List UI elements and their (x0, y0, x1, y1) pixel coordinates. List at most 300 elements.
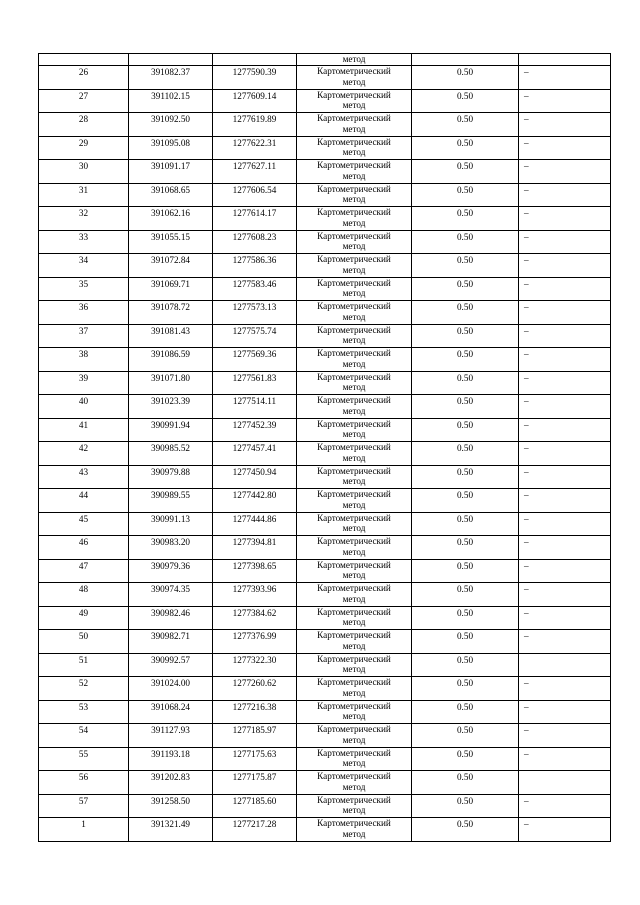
cell-description: – (519, 89, 611, 113)
cell-method (297, 113, 412, 137)
cell-method (297, 512, 412, 536)
cell-description: – (519, 724, 611, 748)
cell-accuracy: 0.50 (412, 465, 519, 489)
table-row (39, 230, 611, 254)
cell-accuracy: 0.50 (412, 277, 519, 301)
cell-method (297, 418, 412, 442)
cell-x: 391023.39 (129, 395, 213, 419)
method-line-1: Картометрический (317, 489, 391, 499)
method-line-2: метод (342, 311, 366, 322)
cell-accuracy: 0.50 (412, 536, 519, 560)
cell-y: 1277573.13 (213, 301, 297, 325)
method-line-2: метод (342, 523, 366, 534)
cell-number: 57 (39, 794, 129, 818)
cell-method (297, 442, 412, 466)
method-line-1: Картометрический (317, 371, 391, 382)
cell-accuracy: 0.50 (412, 442, 519, 466)
cell-description: – (519, 489, 611, 513)
table-row (39, 254, 611, 278)
cell-x: 391078.72 (129, 301, 213, 325)
cell-method (297, 371, 412, 395)
table-row (39, 771, 611, 795)
cell-accuracy: 0.50 (412, 583, 519, 607)
cell-description: – (519, 207, 611, 231)
table-row (39, 536, 611, 560)
method-line-1: Картометрический (317, 512, 391, 523)
cell-method (297, 583, 412, 607)
cell-y: 1277444.86 (213, 512, 297, 536)
cell-method (297, 301, 412, 325)
table-row (39, 465, 611, 489)
cell-number: 53 (39, 700, 129, 724)
method-line-2: метод (342, 687, 366, 698)
cell-description (519, 54, 611, 66)
cell-x: 391202.83 (129, 771, 213, 795)
method-line-1: Картометрический (317, 700, 391, 711)
cell-x: 390991.94 (129, 418, 213, 442)
cell-x: 391086.59 (129, 348, 213, 372)
cell-x: 391069.71 (129, 277, 213, 301)
table-row (39, 512, 611, 536)
cell-x: 390992.57 (129, 653, 213, 677)
method-line-1: Картометрический (317, 653, 391, 664)
cell-accuracy: 0.50 (412, 113, 519, 137)
cell-number: 27 (39, 89, 129, 113)
cell-y: 1277185.60 (213, 794, 297, 818)
cell-accuracy: 0.50 (412, 207, 519, 231)
cell-method (297, 207, 412, 231)
cell-y: 1277561.83 (213, 371, 297, 395)
table-row (39, 136, 611, 160)
cell-description: – (519, 113, 611, 137)
cell-y: 1277609.14 (213, 89, 297, 113)
method-line-2: метод (342, 711, 366, 722)
cell-accuracy: 0.50 (412, 818, 519, 842)
cell-description: – (519, 630, 611, 654)
cell-number: 31 (39, 183, 129, 207)
cell-accuracy: 0.50 (412, 794, 519, 818)
cell-x: 390989.55 (129, 489, 213, 513)
method-line-1: Картометрический (317, 418, 391, 429)
method-line-1: Картометрический (317, 771, 391, 781)
cell-method (297, 160, 412, 184)
table-row (39, 630, 611, 654)
table-row (39, 113, 611, 137)
cell-description: – (519, 677, 611, 701)
cell-method (297, 230, 412, 254)
cell-description (519, 771, 611, 795)
method-line-2: метод (342, 170, 366, 181)
table-row (39, 395, 611, 419)
cell-x: 391091.17 (129, 160, 213, 184)
cell-method (297, 536, 412, 560)
cell-accuracy: 0.50 (412, 254, 519, 278)
method-line-1: Картометрический (317, 113, 391, 123)
method-line-1: Картометрический (317, 677, 391, 687)
cell-x: 391072.84 (129, 254, 213, 278)
table-row (39, 700, 611, 724)
method-line-2: метод (342, 546, 366, 557)
cell-accuracy: 0.50 (412, 559, 519, 583)
cell-accuracy: 0.50 (412, 183, 519, 207)
table-row (39, 183, 611, 207)
method-line-2: метод (342, 194, 366, 205)
method-line-2: метод (342, 123, 366, 134)
cell-x: 390983.20 (129, 536, 213, 560)
cell-method (297, 630, 412, 654)
cell-y: 1277590.39 (213, 66, 297, 90)
cell-accuracy: 0.50 (412, 606, 519, 630)
cell-method (297, 559, 412, 583)
cell-method (297, 136, 412, 160)
method-line-2: метод (342, 217, 366, 228)
cell-x: 390982.71 (129, 630, 213, 654)
cell-y: 1277450.94 (213, 465, 297, 489)
cell-x: 390991.13 (129, 512, 213, 536)
method-line-1: Картометрический (317, 230, 391, 241)
method-line-2: метод (342, 499, 366, 510)
cell-y: 1277260.62 (213, 677, 297, 701)
table-row (39, 747, 611, 771)
cell-method (297, 183, 412, 207)
cell-accuracy: 0.50 (412, 677, 519, 701)
method-line-2: метод (342, 358, 366, 369)
cell-x: 391081.43 (129, 324, 213, 348)
cell-y: 1277376.99 (213, 630, 297, 654)
cell-description: – (519, 747, 611, 771)
method-line-2: метод (342, 382, 366, 393)
cell-accuracy: 0.50 (412, 771, 519, 795)
cell-number: 43 (39, 465, 129, 489)
cell-description: – (519, 583, 611, 607)
cell-y: 1277394.81 (213, 536, 297, 560)
method-line-1: Картометрический (317, 465, 391, 476)
table-row (39, 724, 611, 748)
cell-x: 391068.65 (129, 183, 213, 207)
method-line-1: Картометрический (317, 207, 391, 217)
cell-description: – (519, 465, 611, 489)
cell-method (297, 324, 412, 348)
cell-number: 44 (39, 489, 129, 513)
cell-number (39, 54, 129, 66)
cell-x: 390985.52 (129, 442, 213, 466)
cell-method (297, 771, 412, 795)
cell-number: 33 (39, 230, 129, 254)
cell-method (297, 277, 412, 301)
cell-description: – (519, 324, 611, 348)
cell-number: 35 (39, 277, 129, 301)
cell-method (297, 489, 412, 513)
method-line-1: Картометрический (317, 136, 391, 147)
cell-method (297, 66, 412, 90)
cell-accuracy: 0.50 (412, 136, 519, 160)
method-line-1: Картометрический (317, 794, 391, 805)
method-line-1: Картометрический (317, 66, 391, 76)
cell-accuracy: 0.50 (412, 630, 519, 654)
cell-y: 1277322.30 (213, 653, 297, 677)
cell-accuracy: 0.50 (412, 700, 519, 724)
cell-x: 391092.50 (129, 113, 213, 137)
cell-description: – (519, 818, 611, 842)
cell-number: 51 (39, 653, 129, 677)
cell-x: 391062.16 (129, 207, 213, 231)
cell-y: 1277586.36 (213, 254, 297, 278)
method-line-2: метод (342, 640, 366, 651)
cell-description: – (519, 66, 611, 90)
cell-x: 390979.88 (129, 465, 213, 489)
cell-y: 1277393.96 (213, 583, 297, 607)
cell-y: 1277216.38 (213, 700, 297, 724)
cell-method (297, 395, 412, 419)
cell-method: метод (297, 54, 412, 66)
cell-description: – (519, 136, 611, 160)
table-body (39, 54, 611, 842)
table-row (39, 818, 611, 842)
method-line-1: Картометрический (317, 395, 391, 405)
cell-accuracy: 0.50 (412, 89, 519, 113)
cell-number: 42 (39, 442, 129, 466)
method-line-1: Картометрический (317, 818, 391, 828)
cell-number: 52 (39, 677, 129, 701)
method-line-1: Картометрический (317, 183, 391, 194)
method-line-1: Картометрический (317, 630, 391, 640)
cell-y: 1277452.39 (213, 418, 297, 442)
cell-number: 50 (39, 630, 129, 654)
cell-number: 30 (39, 160, 129, 184)
cell-number: 29 (39, 136, 129, 160)
cell-description: – (519, 277, 611, 301)
method-line-1: Картометрический (317, 559, 391, 570)
cell-y: 1277442.80 (213, 489, 297, 513)
method-line-1: Картометрический (317, 254, 391, 264)
cell-method (297, 254, 412, 278)
cell-number: 36 (39, 301, 129, 325)
cell-x: 391068.24 (129, 700, 213, 724)
table-row (39, 371, 611, 395)
cell-number: 39 (39, 371, 129, 395)
cell-y: 1277606.54 (213, 183, 297, 207)
cell-number: 38 (39, 348, 129, 372)
cell-number: 40 (39, 395, 129, 419)
method-line-2: метод (342, 76, 366, 87)
cell-x: 391095.08 (129, 136, 213, 160)
coordinates-table (38, 53, 611, 842)
cell-description: – (519, 418, 611, 442)
cell-number: 32 (39, 207, 129, 231)
method-line-1: Картометрический (317, 442, 391, 452)
method-line-2: метод (342, 452, 366, 463)
cell-description (519, 653, 611, 677)
cell-method (297, 794, 412, 818)
method-line-1: Картометрический (317, 747, 391, 758)
method-line-1: Картометрический (317, 583, 391, 593)
cell-accuracy: 0.50 (412, 512, 519, 536)
cell-y: 1277384.62 (213, 606, 297, 630)
table-row (39, 301, 611, 325)
method-line-1: Картометрический (317, 89, 391, 100)
cell-x: 391024.00 (129, 677, 213, 701)
cell-y: 1277569.36 (213, 348, 297, 372)
method-line-1: Картометрический (317, 724, 391, 734)
method-line-2: метод (342, 781, 366, 792)
cell-y: 1277614.17 (213, 207, 297, 231)
method-line-1: Картометрический (317, 301, 391, 311)
cell-number: 34 (39, 254, 129, 278)
cell-description: – (519, 606, 611, 630)
cell-method (297, 700, 412, 724)
cell-method (297, 465, 412, 489)
method-line-2: метод (342, 429, 366, 440)
cell-x: 391258.50 (129, 794, 213, 818)
cell-description: – (519, 395, 611, 419)
cell-number: 48 (39, 583, 129, 607)
cell-accuracy: 0.50 (412, 489, 519, 513)
method-line-1: Картометрический (317, 606, 391, 617)
cell-method (297, 606, 412, 630)
cell-description: – (519, 348, 611, 372)
cell-accuracy: 0.50 (412, 348, 519, 372)
cell-method (297, 724, 412, 748)
table-row (39, 348, 611, 372)
table-row (39, 794, 611, 818)
cell-description: – (519, 183, 611, 207)
method-line-2: метод (342, 828, 366, 839)
method-line-2: метод (342, 405, 366, 416)
method-line-1: Картометрический (317, 348, 391, 358)
method-line-2: метод (342, 593, 366, 604)
table-row (39, 89, 611, 113)
cell-method (297, 747, 412, 771)
cell-y: 1277217.28 (213, 818, 297, 842)
cell-x: 391055.15 (129, 230, 213, 254)
method-line-2: метод (342, 664, 366, 675)
cell-y: 1277608.23 (213, 230, 297, 254)
cell-accuracy: 0.50 (412, 230, 519, 254)
cell-y: 1277398.65 (213, 559, 297, 583)
cell-accuracy: 0.50 (412, 324, 519, 348)
table-row (39, 559, 611, 583)
cell-description: – (519, 442, 611, 466)
cell-number: 54 (39, 724, 129, 748)
cell-accuracy: 0.50 (412, 371, 519, 395)
method-line-2: метод (342, 241, 366, 252)
cell-description: – (519, 371, 611, 395)
table-row (39, 606, 611, 630)
cell-x: 391127.93 (129, 724, 213, 748)
table-row (39, 160, 611, 184)
table-row (39, 677, 611, 701)
cell-x: 391321.49 (129, 818, 213, 842)
method-line-2: метод (342, 758, 366, 769)
table-row (39, 66, 611, 90)
cell-x: 391193.18 (129, 747, 213, 771)
cell-number: 55 (39, 747, 129, 771)
cell-number: 37 (39, 324, 129, 348)
cell-x: 391102.15 (129, 89, 213, 113)
cell-method (297, 348, 412, 372)
cell-accuracy: 0.50 (412, 160, 519, 184)
method-line-1: Картометрический (317, 324, 391, 335)
cell-accuracy: 0.50 (412, 747, 519, 771)
table-row (39, 442, 611, 466)
cell-y: 1277175.63 (213, 747, 297, 771)
cell-description: – (519, 301, 611, 325)
cell-description: – (519, 559, 611, 583)
cell-accuracy: 0.50 (412, 418, 519, 442)
table-row (39, 277, 611, 301)
cell-y: 1277175.87 (213, 771, 297, 795)
method-line-2: метод (342, 617, 366, 628)
cell-number: 26 (39, 66, 129, 90)
cell-description: – (519, 160, 611, 184)
table-row (39, 653, 611, 677)
cell-y (213, 54, 297, 66)
cell-y: 1277514.11 (213, 395, 297, 419)
cell-number: 49 (39, 606, 129, 630)
cell-number: 1 (39, 818, 129, 842)
cell-x: 391071.80 (129, 371, 213, 395)
method-line-1: Картометрический (317, 160, 391, 170)
table-row (39, 489, 611, 513)
cell-method (297, 653, 412, 677)
cell-x: 390982.46 (129, 606, 213, 630)
table-row (39, 583, 611, 607)
cell-y: 1277627.11 (213, 160, 297, 184)
cell-method (297, 89, 412, 113)
cell-y: 1277185.97 (213, 724, 297, 748)
method-line-2: метод (342, 805, 366, 816)
method-line-2: метод (342, 147, 366, 158)
method-line-2: метод (342, 570, 366, 581)
cell-y: 1277457.41 (213, 442, 297, 466)
cell-accuracy (412, 54, 519, 66)
method-line-2: метод (342, 476, 366, 487)
method-line-2: метод (342, 335, 366, 346)
cell-number: 45 (39, 512, 129, 536)
method-line-1: Картометрический (317, 277, 391, 288)
method-line-2: метод (342, 288, 366, 299)
cell-description: – (519, 230, 611, 254)
method-line-1: Картометрический (317, 536, 391, 546)
method-line-2: метод (342, 264, 366, 275)
cell-number: 41 (39, 418, 129, 442)
cell-description: – (519, 794, 611, 818)
cell-y: 1277622.31 (213, 136, 297, 160)
cell-description: – (519, 512, 611, 536)
cell-accuracy: 0.50 (412, 395, 519, 419)
cell-accuracy: 0.50 (412, 66, 519, 90)
cell-description: – (519, 254, 611, 278)
cell-number: 47 (39, 559, 129, 583)
continuation-row (39, 54, 611, 66)
table-row (39, 207, 611, 231)
cell-accuracy: 0.50 (412, 653, 519, 677)
cell-number: 46 (39, 536, 129, 560)
cell-x (129, 54, 213, 66)
cell-x: 391082.37 (129, 66, 213, 90)
method-line-2: метод (342, 734, 366, 745)
cell-y: 1277575.74 (213, 324, 297, 348)
cell-number: 28 (39, 113, 129, 137)
cell-description: – (519, 536, 611, 560)
cell-accuracy: 0.50 (412, 724, 519, 748)
cell-x: 390979.36 (129, 559, 213, 583)
cell-accuracy: 0.50 (412, 301, 519, 325)
cell-number: 56 (39, 771, 129, 795)
cell-y: 1277583.46 (213, 277, 297, 301)
table-row (39, 418, 611, 442)
method-line-2: метод (342, 100, 366, 111)
